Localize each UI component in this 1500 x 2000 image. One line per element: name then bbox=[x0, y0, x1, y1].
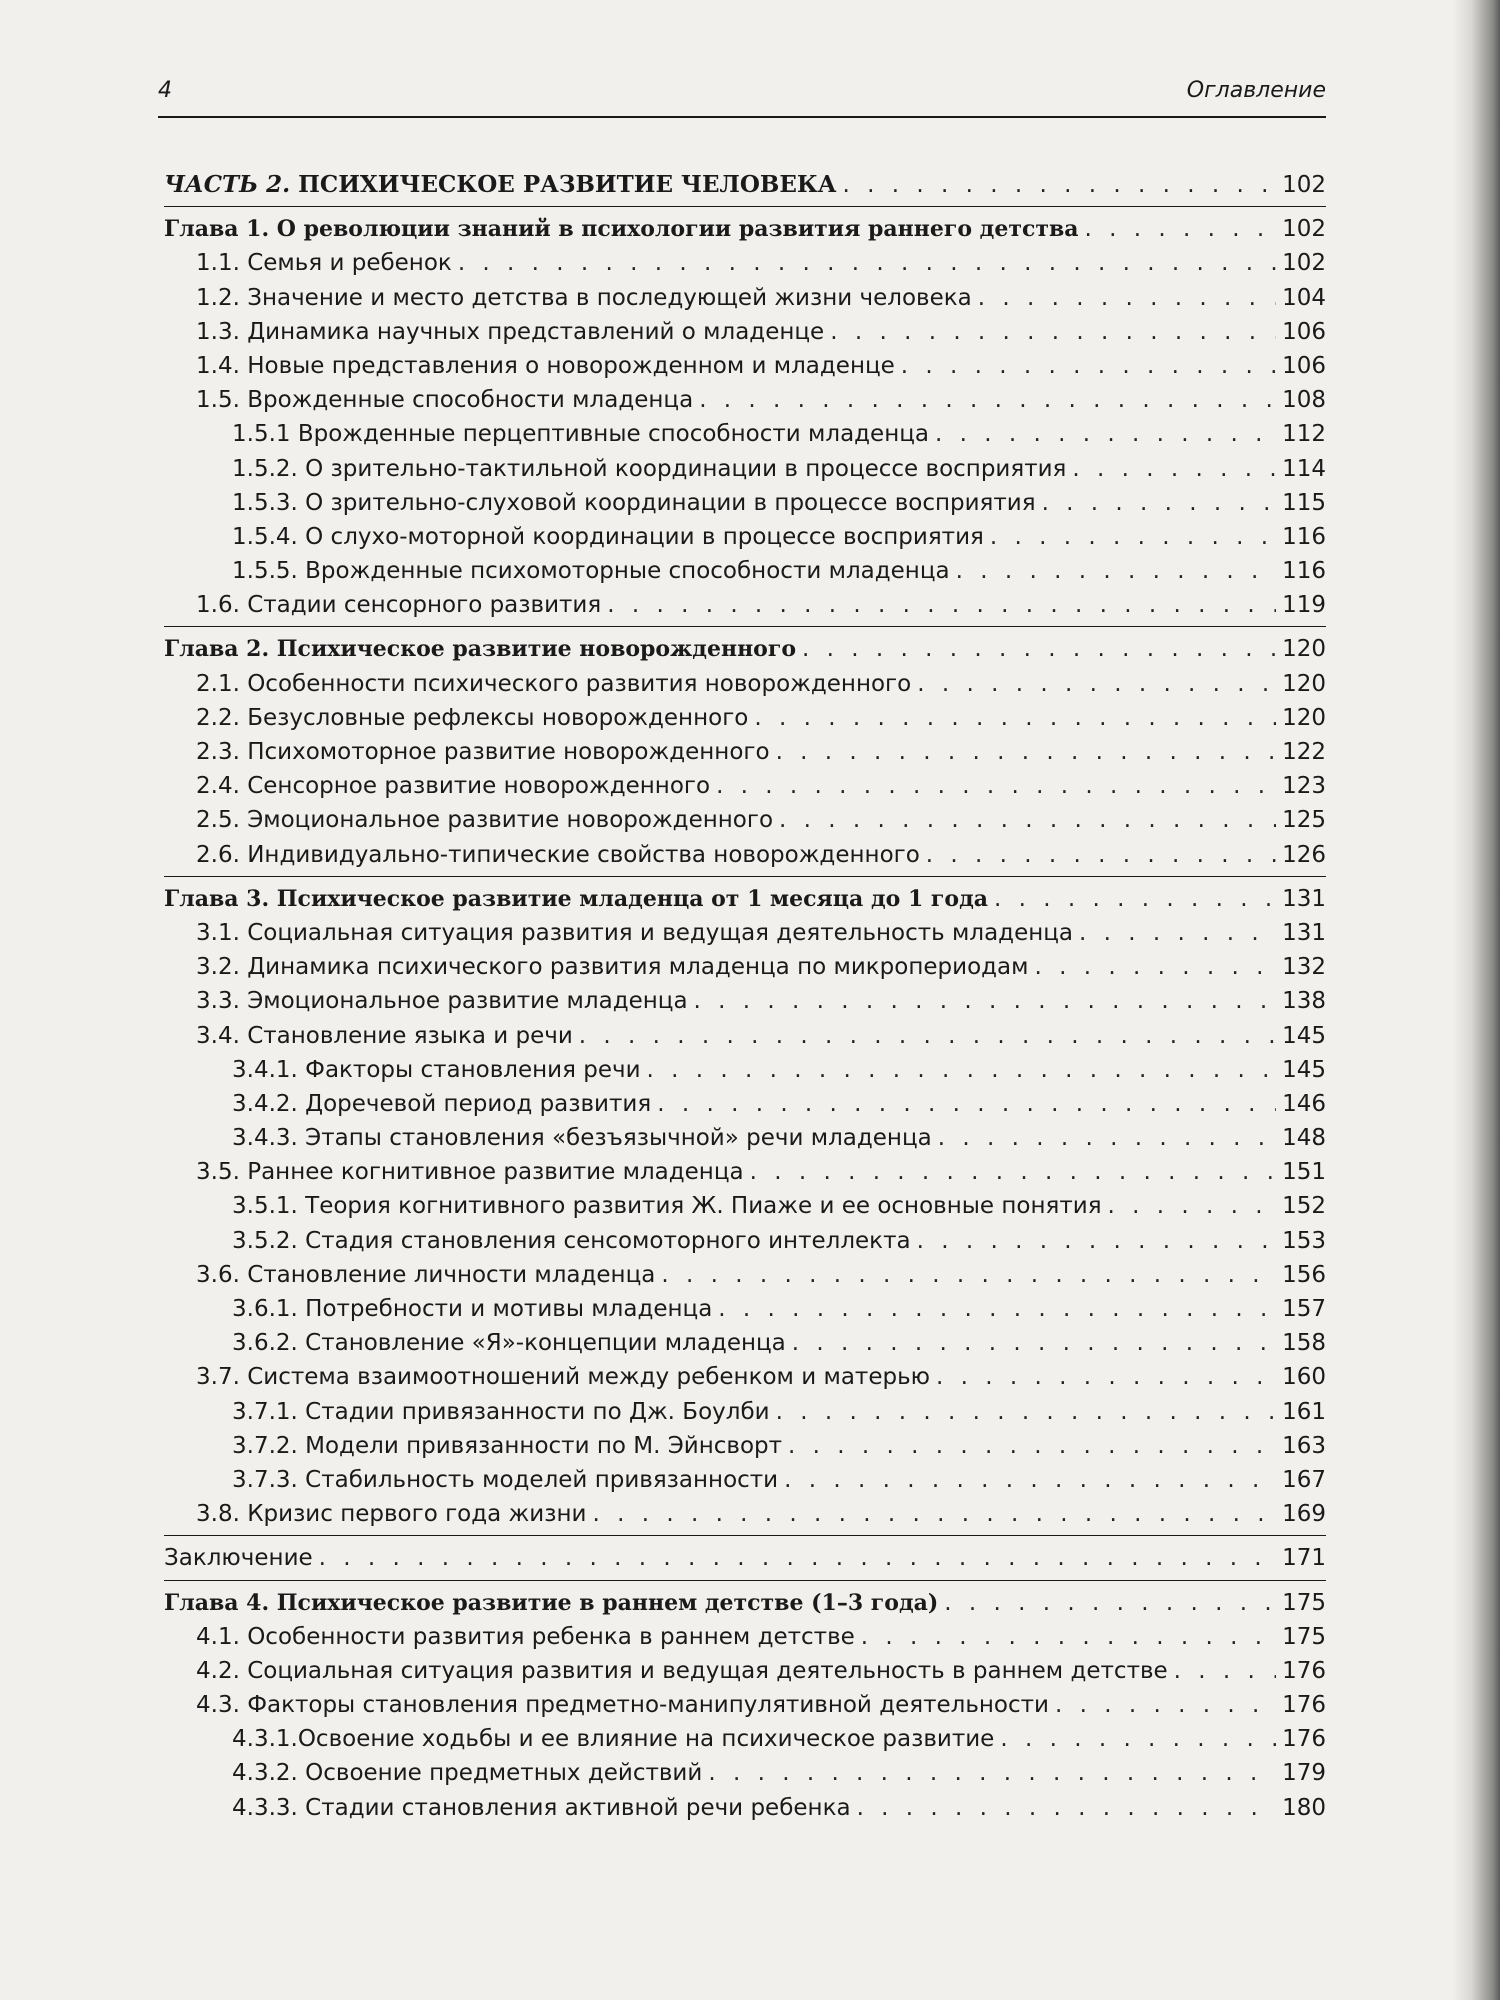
toc-entry[interactable] bbox=[164, 1121, 1326, 1155]
toc-page-number: 115 bbox=[1282, 489, 1326, 516]
dot-leader bbox=[1072, 452, 1276, 486]
toc-entry[interactable] bbox=[164, 486, 1326, 520]
toc-entry[interactable] bbox=[164, 1654, 1326, 1688]
toc-entry[interactable] bbox=[164, 1722, 1326, 1756]
toc-entry[interactable] bbox=[164, 246, 1326, 280]
dot-leader bbox=[718, 1292, 1276, 1326]
toc-page-number: 131 bbox=[1282, 919, 1326, 946]
toc-entry[interactable] bbox=[164, 1791, 1326, 1825]
toc-page-number: 138 bbox=[1282, 988, 1326, 1015]
dot-leader bbox=[917, 667, 1276, 701]
section-divider bbox=[164, 1535, 1326, 1536]
toc-entry-title: 3.1. Социальная ситуация развития и ведущая деятельность младенца bbox=[196, 919, 1074, 946]
toc-page-number: 132 bbox=[1282, 954, 1326, 981]
dot-leader bbox=[1079, 916, 1276, 950]
toc-page-number: 151 bbox=[1282, 1159, 1326, 1186]
toc-page-number: 180 bbox=[1282, 1794, 1326, 1821]
dot-leader bbox=[1174, 1654, 1276, 1688]
toc-page-number: 120 bbox=[1282, 704, 1326, 731]
header-title: Оглавление bbox=[1186, 78, 1326, 103]
toc-page-number: 146 bbox=[1282, 1090, 1326, 1117]
dot-leader bbox=[1042, 486, 1277, 520]
toc-entry-title: 3.7.3. Стабильность моделей привязанности bbox=[232, 1466, 779, 1493]
toc-entry[interactable] bbox=[164, 984, 1326, 1018]
toc-page-number: 112 bbox=[1282, 421, 1326, 448]
toc-entry[interactable] bbox=[164, 838, 1326, 872]
dot-leader bbox=[1000, 1722, 1276, 1756]
toc-entry[interactable] bbox=[164, 1087, 1326, 1121]
toc-entry-title: 3.5.1. Теория когнитивного развития Ж. Пиаже и ее основные понятия bbox=[232, 1193, 1102, 1220]
dot-leader bbox=[579, 1019, 1276, 1053]
toc-page-number: 179 bbox=[1282, 1760, 1326, 1787]
page-number: 4 bbox=[158, 78, 172, 103]
toc-entry-title: 4.3. Факторы становления предметно-манипулятивной деятельности bbox=[196, 1692, 1049, 1719]
toc-entry-title: Глава 3. Психическое развитие младенца от 1 месяца до 1 года bbox=[164, 885, 989, 912]
toc-page-number: 119 bbox=[1282, 592, 1326, 619]
toc-entry[interactable] bbox=[164, 1688, 1326, 1722]
dot-leader bbox=[592, 1497, 1276, 1531]
toc-entry[interactable] bbox=[164, 803, 1326, 837]
toc-page-number: 116 bbox=[1282, 558, 1326, 585]
toc-entry-title: 3.6. Становление личности младенца bbox=[196, 1261, 656, 1288]
toc-entry[interactable] bbox=[164, 417, 1326, 451]
dot-leader bbox=[699, 383, 1276, 417]
toc-entry[interactable] bbox=[164, 1189, 1326, 1223]
toc-entry-title: 1.4. Новые представления о новорожденном и младенце bbox=[196, 352, 895, 379]
toc-entry-title: 3.4.3. Этапы становления «безъязычной» речи младенца bbox=[232, 1125, 932, 1152]
dot-leader bbox=[1055, 1688, 1276, 1722]
dot-leader bbox=[754, 701, 1276, 735]
toc-entry[interactable] bbox=[164, 735, 1326, 769]
dot-leader bbox=[830, 315, 1276, 349]
toc-entry[interactable] bbox=[164, 950, 1326, 984]
toc-entry-title: 3.4. Становление языка и речи bbox=[196, 1022, 573, 1049]
toc-page-number: 125 bbox=[1282, 807, 1326, 834]
dot-leader bbox=[319, 1541, 1276, 1575]
toc-entry[interactable] bbox=[164, 1463, 1326, 1497]
toc-entry[interactable] bbox=[164, 315, 1326, 349]
toc-page-number: 160 bbox=[1282, 1364, 1326, 1391]
toc-entry[interactable] bbox=[164, 1620, 1326, 1654]
dot-leader bbox=[694, 984, 1277, 1018]
dot-leader bbox=[926, 838, 1276, 872]
toc-page-number: 158 bbox=[1282, 1330, 1326, 1357]
dot-leader bbox=[901, 349, 1276, 383]
toc-entry[interactable] bbox=[164, 1541, 1326, 1575]
dot-leader bbox=[1085, 212, 1277, 246]
toc-entry-title: 1.5.5. Врожденные психомоторные способности младенца bbox=[232, 558, 950, 585]
toc-page-number: 108 bbox=[1282, 387, 1326, 414]
toc-entry-title: 3.8. Кризис первого года жизни bbox=[196, 1501, 587, 1528]
toc-entry[interactable] bbox=[164, 452, 1326, 486]
toc-entry[interactable] bbox=[164, 1292, 1326, 1326]
toc-chapter[interactable] bbox=[164, 632, 1326, 666]
dot-leader bbox=[990, 520, 1276, 554]
toc-entry[interactable] bbox=[164, 1326, 1326, 1360]
dot-leader bbox=[994, 882, 1276, 916]
toc-page-number: 156 bbox=[1282, 1261, 1326, 1288]
toc-entry-title: Глава 4. Психическое развитие в раннем детстве (1–3 года) bbox=[164, 1589, 939, 1616]
dot-leader bbox=[716, 769, 1276, 803]
dot-leader bbox=[802, 632, 1276, 666]
toc-page-number: 120 bbox=[1282, 670, 1326, 697]
toc-entry[interactable] bbox=[164, 1224, 1326, 1258]
dot-leader bbox=[784, 1463, 1276, 1497]
toc-entry[interactable] bbox=[164, 1155, 1326, 1189]
dot-leader bbox=[956, 554, 1277, 588]
toc-page-number: 120 bbox=[1282, 636, 1326, 663]
toc-chapter[interactable] bbox=[164, 1586, 1326, 1620]
toc-page-number: 176 bbox=[1282, 1726, 1326, 1753]
toc-entry[interactable] bbox=[164, 281, 1326, 315]
toc-page-number: 126 bbox=[1282, 841, 1326, 868]
toc-entry-title: 3.7.1. Стадии привязанности по Дж. Боулби bbox=[232, 1398, 770, 1425]
toc-entry[interactable] bbox=[164, 667, 1326, 701]
toc-page-number: 106 bbox=[1282, 352, 1326, 379]
toc-page-number: 175 bbox=[1282, 1589, 1326, 1616]
toc-entry-title: 3.6.1. Потребности и мотивы младенца bbox=[232, 1296, 713, 1322]
toc-entry-title: Глава 2. Психическое развитие новорожденного bbox=[164, 636, 797, 663]
dot-leader bbox=[458, 246, 1276, 280]
dot-leader bbox=[776, 735, 1277, 769]
toc-entry-title: 3.7. Система взаимоотношений между ребенком и матерью bbox=[196, 1364, 930, 1391]
toc-page-number: 114 bbox=[1282, 455, 1326, 482]
toc-entry-title: 3.6.2. Становление «Я»-концепции младенца bbox=[232, 1330, 786, 1357]
toc-page-number: 122 bbox=[1282, 739, 1326, 765]
dot-leader bbox=[938, 1121, 1276, 1155]
toc-part-prefix: ЧАСТЬ 2. bbox=[164, 171, 291, 198]
toc-page-number: 102 bbox=[1282, 172, 1326, 198]
dot-leader bbox=[607, 588, 1276, 622]
toc-page-number: 131 bbox=[1282, 885, 1326, 912]
toc-entry-title: 3.5.2. Стадия становления сенсомоторного интеллекта bbox=[232, 1227, 911, 1254]
toc-page-number: 106 bbox=[1282, 318, 1326, 345]
toc-entry-title: 4.3.1.Освоение ходьбы и ее влияние на психическое развитие bbox=[232, 1726, 995, 1753]
toc-chapter[interactable] bbox=[164, 882, 1326, 916]
toc-page-number: 102 bbox=[1282, 216, 1326, 243]
section-divider bbox=[164, 626, 1326, 627]
table-of-contents bbox=[164, 168, 1326, 1825]
toc-entry-title: 1.5.4. О слухо-моторной координации в процессе восприятия bbox=[232, 523, 984, 550]
dot-leader bbox=[1108, 1189, 1277, 1223]
toc-entry-title: 4.3.3. Стадии становления активной речи ребенка bbox=[232, 1794, 851, 1821]
toc-part-title: ПСИХИЧЕСКОЕ РАЗВИТИЕ ЧЕЛОВЕКА bbox=[290, 171, 837, 198]
toc-entry-title: 1.1. Семья и ребенок bbox=[196, 250, 452, 277]
header-rule bbox=[158, 116, 1326, 118]
running-header bbox=[158, 78, 1326, 112]
section-divider bbox=[164, 1580, 1326, 1581]
toc-entry[interactable] bbox=[164, 349, 1326, 383]
dot-leader bbox=[779, 803, 1276, 837]
toc-entry[interactable] bbox=[164, 520, 1326, 554]
toc-page-number: 145 bbox=[1282, 1022, 1326, 1049]
dot-leader bbox=[936, 1360, 1276, 1394]
toc-entry[interactable] bbox=[164, 769, 1326, 803]
toc-entry[interactable] bbox=[164, 701, 1326, 735]
toc-entry-title: 2.5. Эмоциональное развитие новорожденного bbox=[196, 807, 774, 834]
toc-entry[interactable] bbox=[164, 1053, 1326, 1087]
toc-entry-title: 1.5.2. О зрительно-тактильной координации в процессе восприятия bbox=[232, 455, 1067, 482]
toc-entry-title: 1.5. Врожденные способности младенца bbox=[196, 387, 694, 414]
toc-entry[interactable] bbox=[164, 1395, 1326, 1429]
dot-leader bbox=[657, 1087, 1276, 1121]
toc-entry-title: 2.3. Психомоторное развитие новорожденного bbox=[196, 739, 770, 765]
toc-entry-title: 2.2. Безусловные рефлексы новорожденного bbox=[196, 704, 749, 731]
toc-page-number: 167 bbox=[1282, 1466, 1326, 1493]
toc-entry-title: Глава 1. О революции знаний в психологии развития раннего детства bbox=[164, 216, 1079, 243]
toc-page-number: 152 bbox=[1282, 1193, 1326, 1220]
toc-entry-title: 1.6. Стадии сенсорного развития bbox=[196, 592, 602, 619]
toc-page-number: 163 bbox=[1282, 1432, 1326, 1459]
dot-leader bbox=[661, 1258, 1276, 1292]
dot-leader bbox=[776, 1395, 1277, 1429]
section-divider bbox=[164, 206, 1326, 207]
toc-entry-title: 4.1. Особенности развития ребенка в раннем детстве bbox=[196, 1623, 855, 1650]
toc-entry-title: 2.1. Особенности психического развития новорожденного bbox=[196, 670, 912, 697]
toc-entry-title: 4.3.2. Освоение предметных действий bbox=[232, 1760, 703, 1787]
dot-leader bbox=[708, 1756, 1276, 1790]
toc-entry[interactable] bbox=[164, 588, 1326, 622]
toc-entry-title: 3.2. Динамика психического развития младенца по микропериодам bbox=[196, 954, 1029, 981]
dot-leader bbox=[917, 1224, 1277, 1258]
toc-page-number: 145 bbox=[1282, 1056, 1326, 1083]
toc-page-number: 176 bbox=[1282, 1692, 1326, 1719]
toc-page-number: 171 bbox=[1282, 1545, 1326, 1572]
toc-entry[interactable] bbox=[164, 1019, 1326, 1053]
toc-entry-title: 1.2. Значение и место детства в последующей жизни человека bbox=[196, 284, 972, 311]
toc-page-number: 175 bbox=[1282, 1623, 1326, 1650]
page-edge-shadow bbox=[1452, 0, 1500, 2000]
dot-leader bbox=[857, 1791, 1277, 1825]
toc-page-number: 123 bbox=[1282, 773, 1326, 800]
toc-page-number: 161 bbox=[1282, 1398, 1326, 1425]
toc-entry-title: 4.2. Социальная ситуация развития и ведущая деятельность в раннем детстве bbox=[196, 1657, 1168, 1684]
section-divider bbox=[164, 876, 1326, 877]
toc-entry-title: 3.5. Раннее когнитивное развитие младенца bbox=[196, 1159, 744, 1186]
toc-entry[interactable] bbox=[164, 1360, 1326, 1394]
dot-leader bbox=[788, 1429, 1276, 1463]
toc-entry[interactable] bbox=[164, 1429, 1326, 1463]
toc-entry[interactable] bbox=[164, 1756, 1326, 1790]
dot-leader bbox=[944, 1586, 1276, 1620]
dot-leader bbox=[935, 417, 1276, 451]
toc-entry-title: 3.4.1. Факторы становления речи bbox=[232, 1056, 641, 1083]
toc-entry-title: 1.5.1 Врожденные перцептивные способности младенца bbox=[232, 421, 929, 448]
toc-page-number: 102 bbox=[1282, 250, 1326, 277]
toc-page-number: 153 bbox=[1282, 1227, 1326, 1254]
toc-entry-title: 3.7.2. Модели привязанности по М. Эйнсворт bbox=[232, 1432, 783, 1459]
toc-entry-title bbox=[164, 168, 837, 202]
toc-page-number: 169 bbox=[1282, 1501, 1326, 1528]
toc-entry-title: Заключение bbox=[164, 1545, 313, 1572]
toc-entry[interactable] bbox=[164, 1258, 1326, 1292]
toc-entry-title: 2.4. Сенсорное развитие новорожденного bbox=[196, 773, 711, 800]
toc-entry-title: 1.3. Динамика научных представлений о младенце bbox=[196, 318, 825, 345]
toc-entry[interactable] bbox=[164, 1497, 1326, 1531]
toc-part[interactable] bbox=[164, 168, 1326, 202]
dot-leader bbox=[861, 1620, 1276, 1654]
dot-leader bbox=[843, 168, 1277, 202]
toc-entry[interactable] bbox=[164, 554, 1326, 588]
toc-page-number: 148 bbox=[1282, 1125, 1326, 1152]
toc-chapter[interactable] bbox=[164, 212, 1326, 246]
toc-entry-title: 3.3. Эмоциональное развитие младенца bbox=[196, 988, 688, 1015]
toc-page-number: 176 bbox=[1282, 1657, 1326, 1684]
dot-leader bbox=[647, 1053, 1277, 1087]
toc-page-number: 157 bbox=[1282, 1296, 1326, 1322]
toc-entry-title: 2.6. Индивидуально-типические свойства новорожденного bbox=[196, 841, 920, 868]
toc-entry-title: 1.5.3. О зрительно-слуховой координации в процессе восприятия bbox=[232, 489, 1036, 516]
dot-leader bbox=[1035, 950, 1277, 984]
toc-page-number: 104 bbox=[1282, 284, 1326, 311]
dot-leader bbox=[978, 281, 1276, 315]
toc-entry-title: 3.4.2. Доречевой период развития bbox=[232, 1090, 652, 1117]
toc-entry[interactable] bbox=[164, 383, 1326, 417]
dot-leader bbox=[750, 1155, 1277, 1189]
dot-leader bbox=[792, 1326, 1276, 1360]
toc-entry[interactable] bbox=[164, 916, 1326, 950]
toc-page-number: 116 bbox=[1282, 523, 1326, 550]
